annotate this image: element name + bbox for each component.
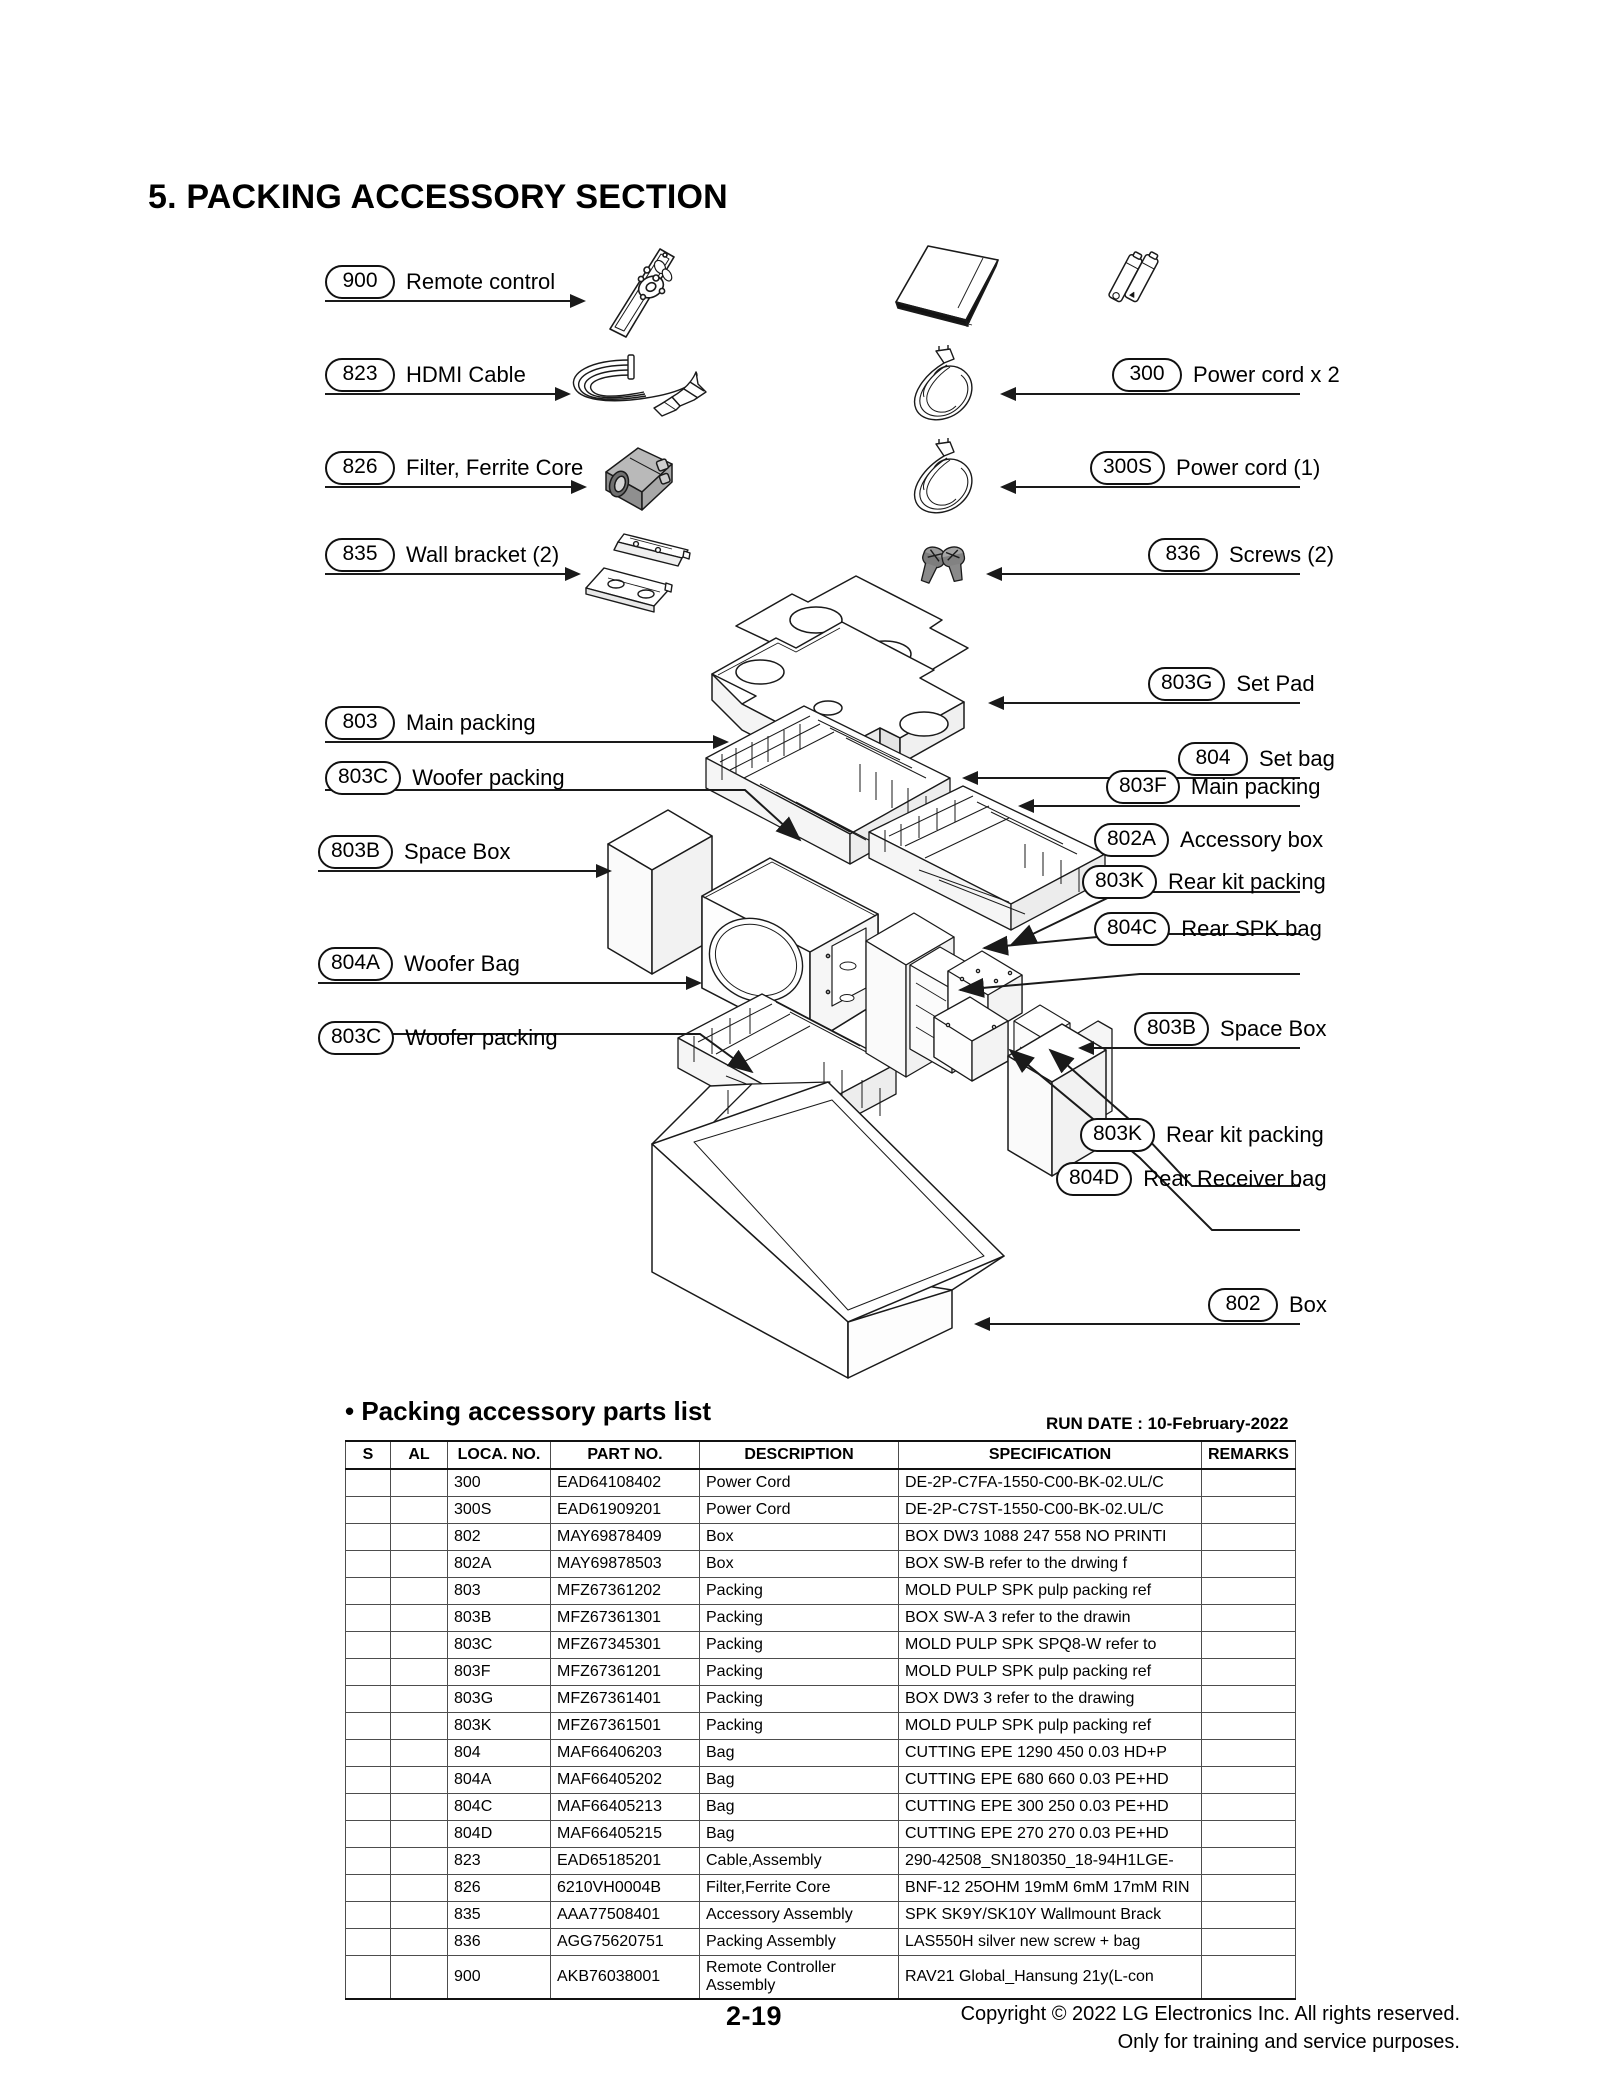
- cell-al: [391, 1605, 448, 1632]
- callout-label: HDMI Cable: [406, 362, 526, 387]
- cell-part-no: MAY69878503: [551, 1551, 700, 1578]
- callout-803g-set-pad[interactable]: [1148, 667, 1315, 701]
- callout-label: Woofer packing: [405, 1025, 558, 1050]
- arrow-803b-right: [1078, 1041, 1094, 1055]
- cell-part-no: EAD64108402: [551, 1469, 700, 1497]
- cell-loca-no: 835: [448, 1902, 551, 1929]
- cell-al: [391, 1767, 448, 1794]
- cell-s: [346, 1875, 391, 1902]
- cell-specification: MOLD PULP SPK pulp packing ref: [899, 1578, 1202, 1605]
- leader-803b-right: [1082, 1047, 1300, 1049]
- cell-specification: BOX DW3 1088 247 558 NO PRINTI: [899, 1524, 1202, 1551]
- copyright-notice: [961, 2000, 1460, 2056]
- cell-al: [391, 1821, 448, 1848]
- callout-803-main-packing[interactable]: [325, 706, 536, 740]
- cell-specification: LAS550H silver new screw + bag: [899, 1929, 1202, 1956]
- cell-loca-no: 826: [448, 1875, 551, 1902]
- ferrite-core-illustration: [586, 440, 686, 518]
- cell-al: [391, 1469, 448, 1497]
- callout-code: 300: [1112, 358, 1182, 392]
- cell-loca-no: 804A: [448, 1767, 551, 1794]
- cell-loca-no: 803F: [448, 1659, 551, 1686]
- cell-remarks: [1202, 1469, 1296, 1497]
- cell-part-no: MAF66405202: [551, 1767, 700, 1794]
- cell-loca-no: 803: [448, 1578, 551, 1605]
- cell-description: Box: [700, 1524, 899, 1551]
- cell-description: Box: [700, 1551, 899, 1578]
- leader-802: [978, 1323, 1300, 1325]
- callout-803c-woofer-packing-lower[interactable]: [318, 1021, 558, 1055]
- cell-specification: CUTTING EPE 1290 450 0.03 HD+P: [899, 1740, 1202, 1767]
- cell-al: [391, 1713, 448, 1740]
- callout-label: Woofer Bag: [404, 951, 520, 976]
- copyright-line-1: Copyright © 2022 LG Electronics Inc. All rights reserved.: [960, 2003, 1460, 2025]
- callout-code: 803B: [318, 835, 393, 869]
- cell-loca-no: 804: [448, 1740, 551, 1767]
- cell-specification: CUTTING EPE 270 270 0.03 PE+HD: [899, 1821, 1202, 1848]
- table-row: [346, 1848, 1296, 1875]
- callout-code: 803C: [318, 1021, 394, 1055]
- col-header-loca: LOCA. NO.: [448, 1441, 551, 1469]
- cell-al: [391, 1875, 448, 1902]
- cell-loca-no: 802: [448, 1524, 551, 1551]
- cell-specification: CUTTING EPE 300 250 0.03 PE+HD: [899, 1794, 1202, 1821]
- cell-description: Packing: [700, 1578, 899, 1605]
- leader-823: [325, 393, 557, 395]
- callout-804a-woofer-bag[interactable]: [318, 947, 520, 981]
- cell-loca-no: 300: [448, 1469, 551, 1497]
- callout-label: Filter, Ferrite Core: [406, 455, 584, 480]
- cell-s: [346, 1767, 391, 1794]
- cell-remarks: [1202, 1740, 1296, 1767]
- cell-specification: MOLD PULP SPK pulp packing ref: [899, 1659, 1202, 1686]
- cell-description: Bag: [700, 1794, 899, 1821]
- leader-900: [325, 300, 572, 302]
- cell-s: [346, 1524, 391, 1551]
- cell-part-no: MFZ67361201: [551, 1659, 700, 1686]
- cell-loca-no: 803C: [448, 1632, 551, 1659]
- callout-label: Space Box: [1220, 1016, 1327, 1041]
- table-row: [346, 1713, 1296, 1740]
- cell-al: [391, 1902, 448, 1929]
- cell-remarks: [1202, 1524, 1296, 1551]
- table-row: [346, 1551, 1296, 1578]
- table-row: [346, 1605, 1296, 1632]
- cell-description: Power Cord: [700, 1497, 899, 1524]
- cell-remarks: [1202, 1497, 1296, 1524]
- cell-s: [346, 1929, 391, 1956]
- cell-description: Bag: [700, 1740, 899, 1767]
- cell-specification: CUTTING EPE 680 660 0.03 PE+HD: [899, 1767, 1202, 1794]
- arrow-826: [571, 480, 587, 494]
- cell-al: [391, 1686, 448, 1713]
- cell-s: [346, 1469, 391, 1497]
- cell-description: Packing: [700, 1605, 899, 1632]
- callout-804d-rear-receiver-bag[interactable]: [1056, 1162, 1327, 1196]
- arrow-802: [974, 1317, 990, 1331]
- cell-s: [346, 1497, 391, 1524]
- cell-al: [391, 1848, 448, 1875]
- callout-code: 803K: [1080, 1118, 1155, 1152]
- table-row: [346, 1686, 1296, 1713]
- arrow-823: [555, 387, 571, 401]
- cell-specification: BNF-12 25OHM 19mM 6mM 17mM RIN: [899, 1875, 1202, 1902]
- col-header-part: PART NO.: [551, 1441, 700, 1469]
- cell-remarks: [1202, 1956, 1296, 2000]
- cell-part-no: AGG75620751: [551, 1929, 700, 1956]
- col-header-spec: SPECIFICATION: [899, 1441, 1202, 1469]
- callout-label: Screws (2): [1229, 542, 1335, 567]
- table-row: [346, 1659, 1296, 1686]
- cell-s: [346, 1956, 391, 2000]
- callout-code: 835: [325, 538, 395, 572]
- callout-803b-space-box-right[interactable]: [1134, 1012, 1326, 1046]
- callout-823-hdmi-cable[interactable]: [325, 358, 526, 392]
- leader-836: [990, 573, 1300, 575]
- cell-s: [346, 1551, 391, 1578]
- callout-label: Wall bracket (2): [406, 542, 560, 567]
- table-row: [346, 1497, 1296, 1524]
- callout-300s-power-cord-1[interactable]: [1090, 451, 1320, 485]
- leader-300s: [1004, 486, 1300, 488]
- table-row: [346, 1875, 1296, 1902]
- arrow-900: [570, 294, 586, 308]
- cell-description: Packing: [700, 1713, 899, 1740]
- cell-remarks: [1202, 1875, 1296, 1902]
- callout-code: 804A: [318, 947, 393, 981]
- cell-remarks: [1202, 1929, 1296, 1956]
- cell-s: [346, 1794, 391, 1821]
- callout-code: 802A: [1094, 823, 1169, 857]
- cell-part-no: MFZ67361301: [551, 1605, 700, 1632]
- leader-803b-left: [318, 870, 598, 872]
- cell-loca-no: 802A: [448, 1551, 551, 1578]
- wall-bracket-illustration: [582, 528, 702, 610]
- cell-description: Power Cord: [700, 1469, 899, 1497]
- callout-802a-accessory-box[interactable]: [1094, 823, 1323, 857]
- cell-description: Bag: [700, 1821, 899, 1848]
- callout-803c-woofer-packing-upper[interactable]: [325, 761, 565, 795]
- callout-code: 804C: [1094, 912, 1170, 946]
- table-row: [346, 1794, 1296, 1821]
- col-header-desc: DESCRIPTION: [700, 1441, 899, 1469]
- power-cord-illustration-1: [890, 345, 1000, 427]
- callout-label: Power cord x 2: [1193, 362, 1340, 387]
- hdmi-cable-illustration: [568, 352, 728, 424]
- cell-loca-no: 836: [448, 1929, 551, 1956]
- leader-803f: [1022, 805, 1300, 807]
- table-row: [346, 1767, 1296, 1794]
- cell-description: Packing Assembly: [700, 1929, 899, 1956]
- callout-803f-main-packing[interactable]: [1106, 770, 1321, 804]
- leader-300: [1004, 393, 1300, 395]
- arrow-804a: [686, 976, 702, 990]
- cell-specification: 290-42508_SN180350_18-94H1LGE-: [899, 1848, 1202, 1875]
- cell-s: [346, 1659, 391, 1686]
- battery-pair-illustration: [1098, 250, 1172, 320]
- remote-control-illustration: [588, 245, 698, 345]
- callout-code: 823: [325, 358, 395, 392]
- cell-s: [346, 1578, 391, 1605]
- table-row: [346, 1902, 1296, 1929]
- callout-835-wall-bracket[interactable]: [325, 538, 559, 572]
- cell-al: [391, 1578, 448, 1605]
- cell-al: [391, 1524, 448, 1551]
- cell-part-no: MAY69878409: [551, 1524, 700, 1551]
- manual-booklet-illustration: [888, 242, 1008, 342]
- cell-description: Remote Controller Assembly: [700, 1956, 899, 2000]
- power-cord-illustration-2: [890, 438, 1000, 520]
- callout-300-power-cord-x2[interactable]: [1112, 358, 1340, 392]
- cell-s: [346, 1821, 391, 1848]
- cell-part-no: MFZ67345301: [551, 1632, 700, 1659]
- cell-part-no: MFZ67361401: [551, 1686, 700, 1713]
- callout-label: Accessory box: [1180, 827, 1324, 852]
- leader-803g: [992, 702, 1300, 704]
- leader-803: [325, 741, 715, 743]
- callout-label: Rear kit packing: [1168, 869, 1326, 894]
- callout-label: Rear kit packing: [1166, 1122, 1324, 1147]
- callout-label: Rear SPK bag: [1181, 916, 1322, 941]
- cell-remarks: [1202, 1713, 1296, 1740]
- cell-al: [391, 1551, 448, 1578]
- arrow-803b-left: [596, 864, 612, 878]
- callout-label: Power cord (1): [1176, 455, 1321, 480]
- cell-al: [391, 1497, 448, 1524]
- page-number: 2-19: [726, 2001, 783, 2031]
- cell-s: [346, 1686, 391, 1713]
- leader-826: [325, 486, 573, 488]
- callout-803b-space-box-left[interactable]: [318, 835, 510, 869]
- cell-s: [346, 1632, 391, 1659]
- cell-specification: BOX SW-A 3 refer to the drawin: [899, 1605, 1202, 1632]
- cell-loca-no: 900: [448, 1956, 551, 2000]
- table-row: [346, 1578, 1296, 1605]
- cell-al: [391, 1659, 448, 1686]
- cell-al: [391, 1929, 448, 1956]
- col-header-remarks: REMARKS: [1202, 1441, 1296, 1469]
- cell-part-no: MAF66405215: [551, 1821, 700, 1848]
- table-row: [346, 1524, 1296, 1551]
- callout-code: 826: [325, 451, 395, 485]
- table-row: [346, 1740, 1296, 1767]
- cell-remarks: [1202, 1767, 1296, 1794]
- copyright-line-2: Only for training and service purposes.: [1117, 2031, 1460, 2053]
- callout-label: Main packing: [406, 710, 536, 735]
- arrow-803: [713, 735, 729, 749]
- callout-804c-rear-spk-bag[interactable]: [1094, 912, 1322, 946]
- cell-description: Bag: [700, 1767, 899, 1794]
- cell-description: Packing: [700, 1632, 899, 1659]
- cell-al: [391, 1794, 448, 1821]
- col-header-al: AL: [391, 1441, 448, 1469]
- cell-loca-no: 804D: [448, 1821, 551, 1848]
- arrow-804: [962, 771, 978, 785]
- cell-loca-no: 803B: [448, 1605, 551, 1632]
- callout-code: 804D: [1056, 1162, 1132, 1196]
- cell-description: Accessory Assembly: [700, 1902, 899, 1929]
- col-header-s: S: [346, 1441, 391, 1469]
- cell-loca-no: 803K: [448, 1713, 551, 1740]
- cell-description: Cable,Assembly: [700, 1848, 899, 1875]
- cell-specification: MOLD PULP SPK SPQ8-W refer to: [899, 1632, 1202, 1659]
- cell-part-no: MFZ67361501: [551, 1713, 700, 1740]
- table-row: [346, 1956, 1296, 2000]
- cell-loca-no: 804C: [448, 1794, 551, 1821]
- carton-box-illustration: [632, 1078, 1052, 1388]
- callout-code: 900: [325, 265, 395, 299]
- parts-list-title: • Packing accessory parts list: [345, 1396, 712, 1426]
- cell-description: Filter,Ferrite Core: [700, 1875, 899, 1902]
- callout-code: 803B: [1134, 1012, 1209, 1046]
- cell-part-no: 6210VH0004B: [551, 1875, 700, 1902]
- callout-code: 804: [1178, 742, 1248, 776]
- callout-label: Remote control: [406, 269, 556, 294]
- cell-s: [346, 1713, 391, 1740]
- callout-label: Rear Receiver bag: [1143, 1166, 1327, 1191]
- callout-label: Set bag: [1259, 746, 1335, 771]
- callout-label: Space Box: [404, 839, 511, 864]
- cell-specification: SPK SK9Y/SK10Y Wallmount Brack: [899, 1902, 1202, 1929]
- parts-table: [345, 1440, 1296, 2000]
- callout-836-screws[interactable]: [1148, 538, 1334, 572]
- cell-s: [346, 1740, 391, 1767]
- callout-803k-rear-kit-packing-lower[interactable]: [1080, 1118, 1324, 1152]
- callout-code: 300S: [1090, 451, 1165, 485]
- cell-remarks: [1202, 1848, 1296, 1875]
- table-header-row: [346, 1441, 1296, 1469]
- callout-code: 836: [1148, 538, 1218, 572]
- cell-remarks: [1202, 1902, 1296, 1929]
- cell-specification: DE-2P-C7ST-1550-C00-BK-02.UL/C: [899, 1497, 1202, 1524]
- arrow-836: [986, 567, 1002, 581]
- table-row: [346, 1929, 1296, 1956]
- cell-specification: RAV21 Global_Hansung 21y(L-con: [899, 1956, 1202, 2000]
- cell-part-no: MAF66406203: [551, 1740, 700, 1767]
- callout-900-remote-control[interactable]: [325, 265, 555, 299]
- callout-802-box[interactable]: [1208, 1288, 1327, 1322]
- cell-remarks: [1202, 1632, 1296, 1659]
- arrow-835: [565, 567, 581, 581]
- cell-remarks: [1202, 1578, 1296, 1605]
- table-row: [346, 1821, 1296, 1848]
- cell-specification: BOX SW-B refer to the drwing f: [899, 1551, 1202, 1578]
- table-row: [346, 1632, 1296, 1659]
- cell-loca-no: 803G: [448, 1686, 551, 1713]
- cell-remarks: [1202, 1605, 1296, 1632]
- cell-loca-no: 823: [448, 1848, 551, 1875]
- cell-al: [391, 1740, 448, 1767]
- callout-code: 803G: [1148, 667, 1225, 701]
- callout-label: Main packing: [1190, 774, 1321, 799]
- cell-remarks: [1202, 1794, 1296, 1821]
- cell-s: [346, 1902, 391, 1929]
- cell-part-no: MAF66405213: [551, 1794, 700, 1821]
- cell-specification: BOX DW3 3 refer to the drawing: [899, 1686, 1202, 1713]
- callout-code: 803F: [1106, 770, 1180, 804]
- cell-remarks: [1202, 1659, 1296, 1686]
- cell-s: [346, 1605, 391, 1632]
- cell-part-no: AAA77508401: [551, 1902, 700, 1929]
- cell-remarks: [1202, 1821, 1296, 1848]
- leader-835: [325, 573, 567, 575]
- arrow-300: [1000, 387, 1016, 401]
- callout-code: 803: [325, 706, 395, 740]
- cell-al: [391, 1956, 448, 2000]
- arrow-803f: [1018, 799, 1034, 813]
- cell-specification: DE-2P-C7FA-1550-C00-BK-02.UL/C: [899, 1469, 1202, 1497]
- cell-s: [346, 1848, 391, 1875]
- cell-remarks: [1202, 1551, 1296, 1578]
- cell-remarks: [1202, 1686, 1296, 1713]
- cell-part-no: MFZ67361202: [551, 1578, 700, 1605]
- callout-label: Woofer packing: [412, 765, 565, 790]
- callout-826-filter-ferrite-core[interactable]: [325, 451, 583, 485]
- leader-804a: [318, 982, 688, 984]
- callout-label: Box: [1289, 1292, 1327, 1317]
- callout-code: 802: [1208, 1288, 1278, 1322]
- cell-part-no: EAD65185201: [551, 1848, 700, 1875]
- callout-803k-rear-kit-packing-upper[interactable]: [1082, 865, 1326, 899]
- cell-description: Packing: [700, 1686, 899, 1713]
- callout-code: 803K: [1082, 865, 1157, 899]
- callout-label: Set Pad: [1236, 671, 1315, 696]
- run-date: RUN DATE : 10-February-2022: [1046, 1414, 1289, 1433]
- cell-part-no: AKB76038001: [551, 1956, 700, 2000]
- cell-loca-no: 300S: [448, 1497, 551, 1524]
- callout-code: 803C: [325, 761, 401, 795]
- cell-specification: MOLD PULP SPK pulp packing ref: [899, 1713, 1202, 1740]
- page-title: 5. PACKING ACCESSORY SECTION: [148, 178, 728, 216]
- cell-part-no: EAD61909201: [551, 1497, 700, 1524]
- cell-description: Packing: [700, 1659, 899, 1686]
- arrow-300s: [1000, 480, 1016, 494]
- cell-al: [391, 1632, 448, 1659]
- table-row: [346, 1469, 1296, 1497]
- arrow-803g: [988, 696, 1004, 710]
